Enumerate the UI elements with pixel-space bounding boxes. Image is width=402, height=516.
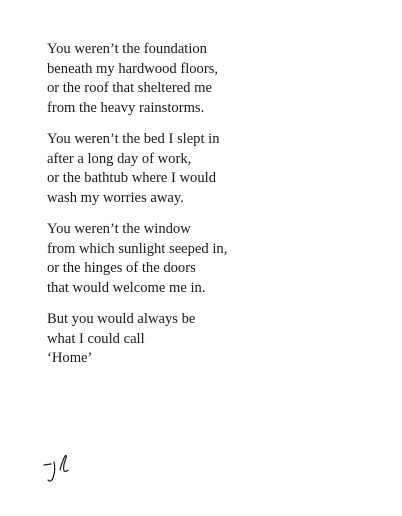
poem-line: But you would always be (47, 311, 196, 327)
poem-line: wash my worries away. (47, 189, 184, 206)
poem-line: You weren’t the foundation (47, 41, 207, 57)
poem-line: from the heavy rainstorms. (47, 99, 205, 116)
poem-line: from which sunlight seeped in, (47, 240, 228, 257)
poem-line: or the bathtub where I would (47, 170, 216, 186)
poem-line: You weren’t the bed I slept in (47, 131, 220, 147)
stanza-1 (47, 40, 377, 118)
stanza-3 (47, 220, 377, 298)
poem-line: beneath my hardwood floors, (47, 60, 219, 77)
poem-line: what I could call (47, 330, 145, 347)
poem-line: You weren’t the window (47, 221, 191, 237)
poem-line: or the roof that sheltered me (47, 80, 212, 96)
poem-body (47, 40, 377, 381)
poem-line: ‘Home’ (47, 350, 93, 366)
poem-line: after a long day of work, (47, 150, 192, 167)
poem-line: or the hinges of the doors (47, 260, 196, 276)
stanza-2 (47, 130, 377, 208)
handwritten-signature-icon (40, 452, 80, 488)
poem-line: that would welcome me in. (47, 279, 206, 296)
stanza-4 (47, 310, 377, 369)
